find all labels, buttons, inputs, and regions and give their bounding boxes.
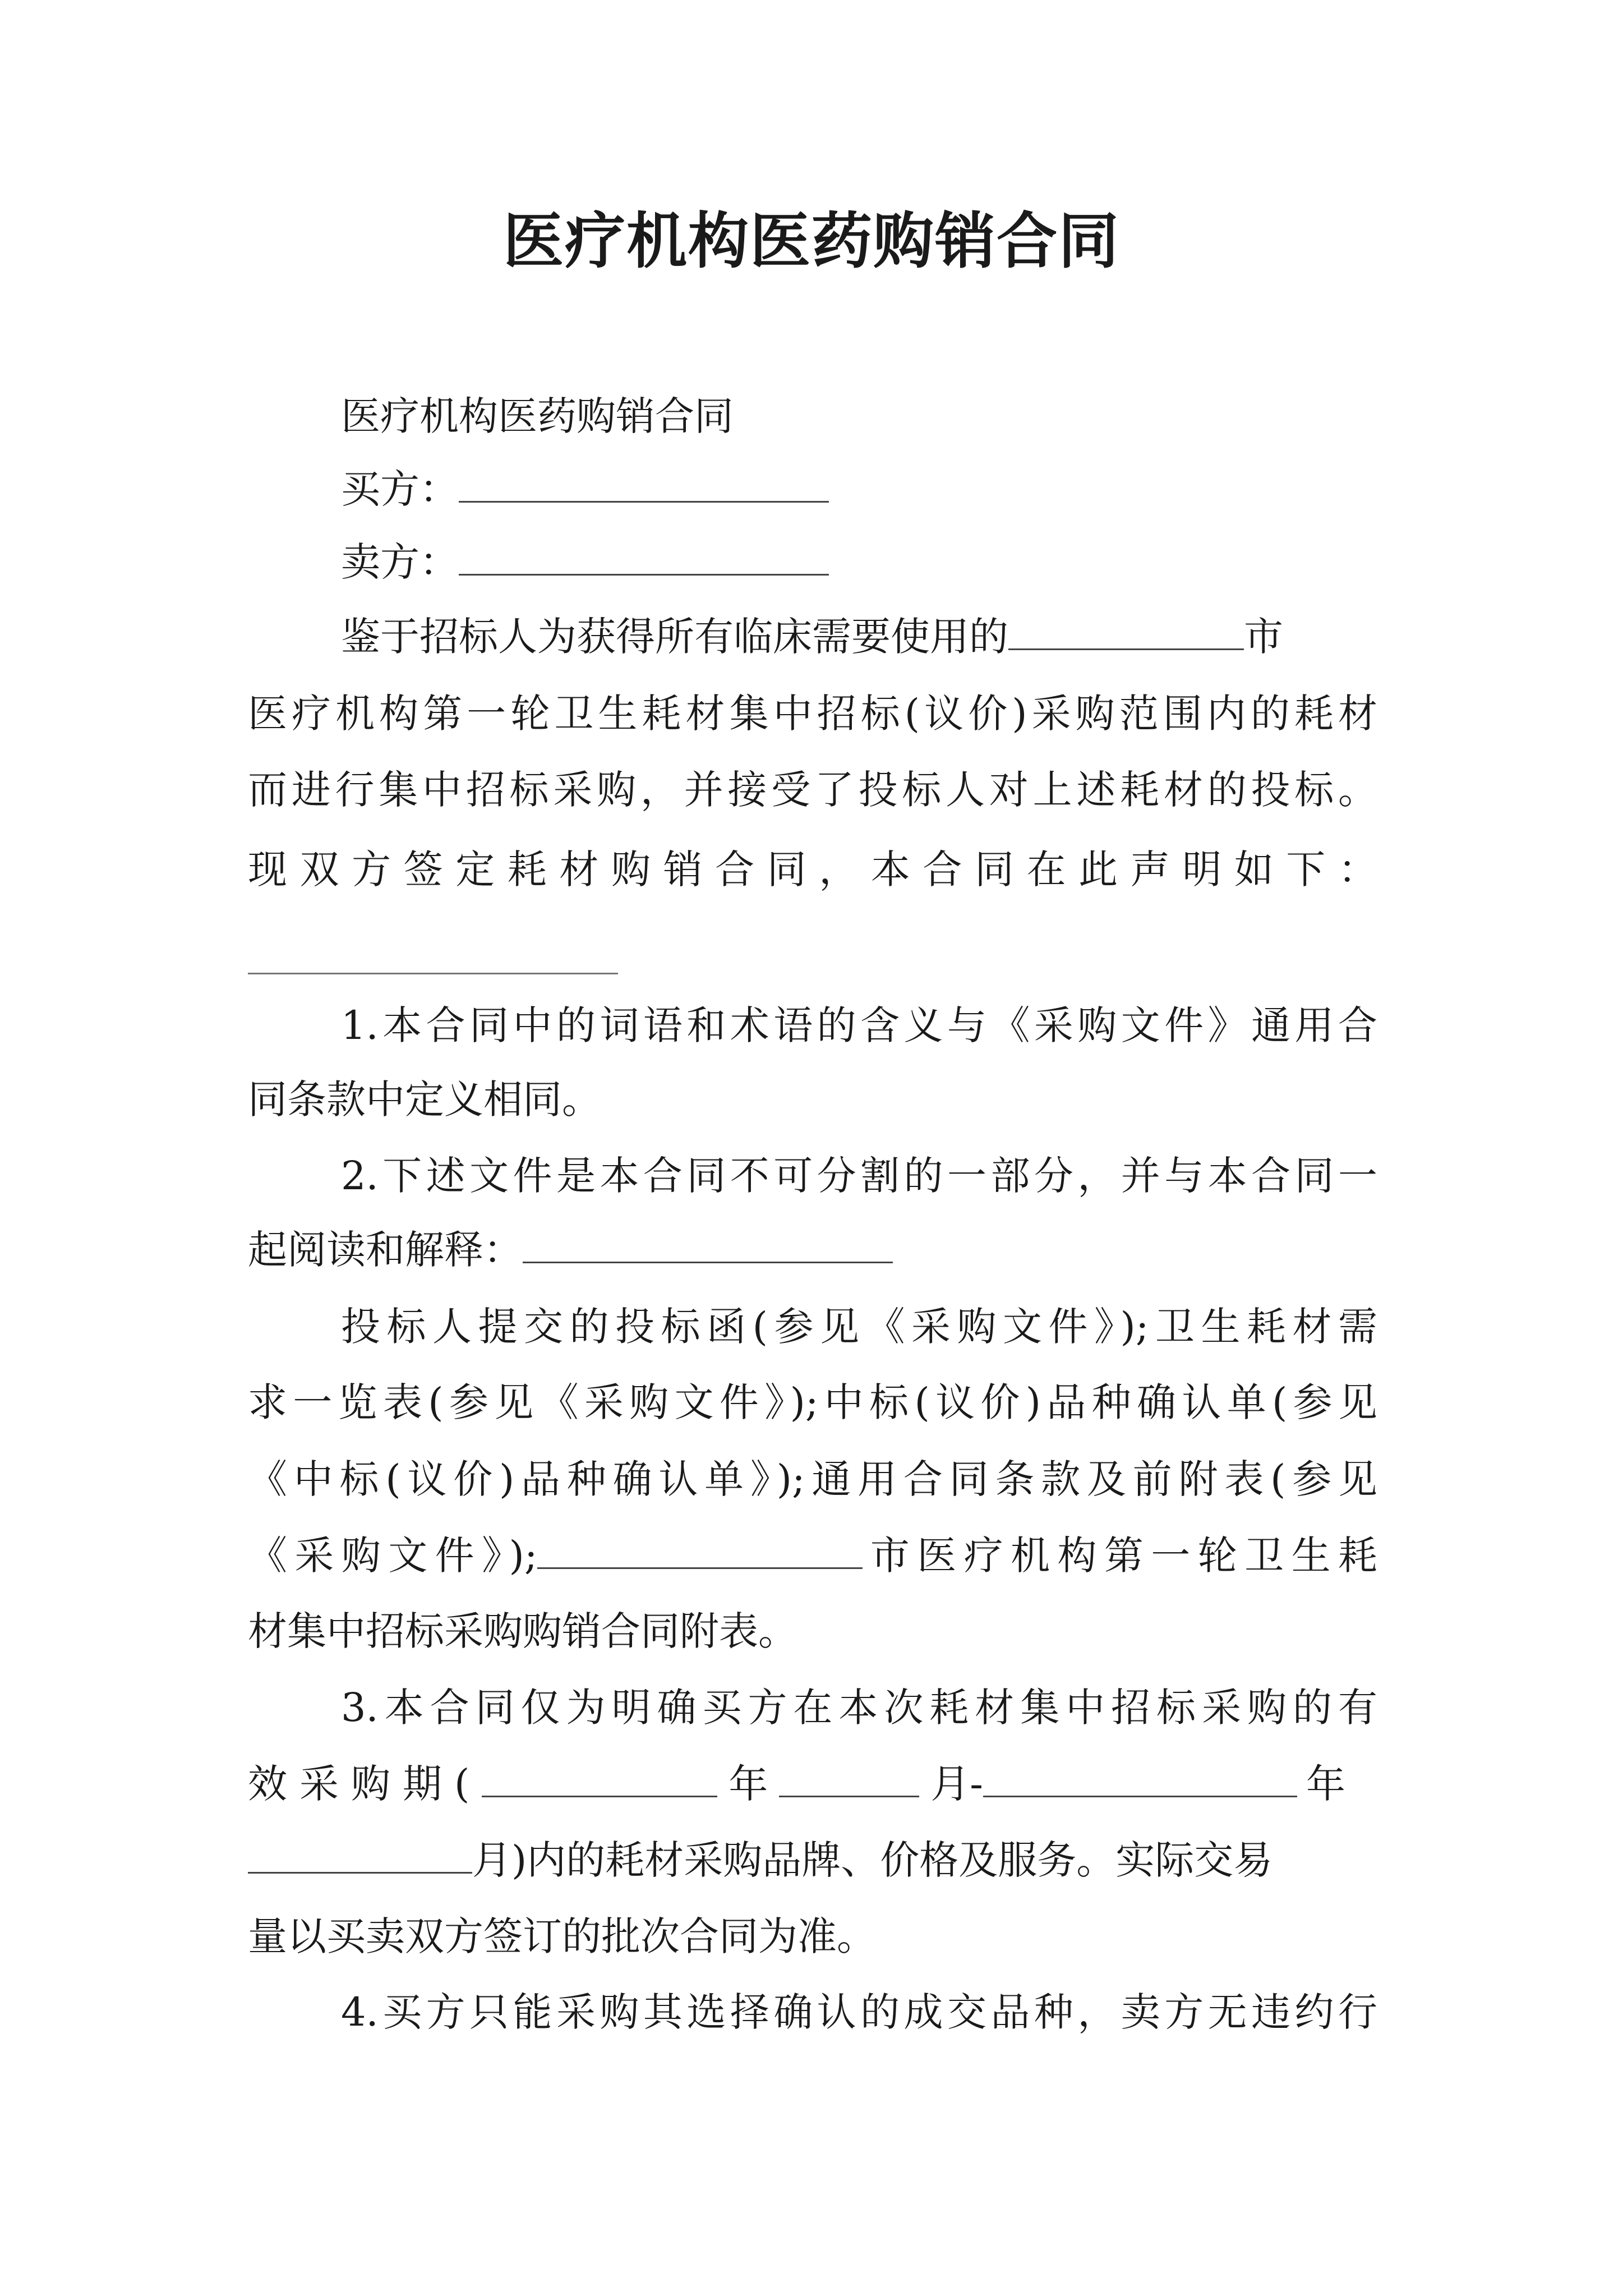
intro-line-4: 现双方签定耗材购销合同，本合同在此声明如下： — [248, 846, 1377, 892]
clause-3-text-2d: 年 — [1306, 1761, 1345, 1807]
clause-2-para-line-4 — [248, 1527, 1377, 1584]
buyer-line — [341, 461, 829, 517]
clause-2-para-line-3: 《中标(议价)品种确认单》);通用合同条款及前附表(参见 — [248, 1456, 1377, 1502]
clause-3-text-2b: 年 — [728, 1761, 768, 1807]
city-blank — [1008, 613, 1244, 650]
seller-blank — [459, 538, 829, 576]
document-title: 医疗机构医药购销合同 — [502, 206, 1120, 277]
documents-blank — [523, 1226, 893, 1263]
seller-label: 卖方： — [341, 539, 459, 585]
clause-2-text-2: 起阅读和解释： — [248, 1227, 523, 1273]
start-month-blank — [779, 1760, 919, 1797]
clause-3-line-1: 3.本合同仅为明确买方在本次耗材集中招标采购的有 — [341, 1685, 1377, 1731]
end-year-blank — [983, 1760, 1297, 1797]
start-year-blank — [482, 1760, 717, 1797]
clause-2-para-line-1: 投标人提交的投标函(参见《采购文件》);卫生耗材需 — [341, 1304, 1377, 1350]
buyer-label: 买方： — [341, 466, 459, 512]
separator-rule — [248, 973, 618, 974]
clause-3-text-3: 月)内的耗材采购品牌、价格及服务。实际交易 — [472, 1837, 1273, 1883]
buyer-blank — [459, 465, 829, 503]
clause-1-line-2: 同条款中定义相同。 — [248, 1076, 601, 1122]
clause-3-line-2 — [248, 1756, 1377, 1812]
clause-2-para-line-2: 求一览表(参见《采购文件》);中标(议价)品种确认单(参见 — [248, 1379, 1377, 1425]
clause-2-text-p4a: 《采购文件》); — [248, 1533, 538, 1579]
clause-2-para-line-5: 材集中招标采购购销合同附表。 — [248, 1608, 797, 1654]
clause-4-line-1: 4.买方只能采购其选择确认的成交品种，卖方无违约行 — [341, 1989, 1377, 2035]
clause-3-line-3 — [248, 1832, 1377, 1888]
city-blank-2 — [537, 1531, 863, 1569]
intro-line-2: 医疗机构第一轮卫生耗材集中招标(议价)采购范围内的耗材 — [248, 691, 1377, 737]
seller-line — [341, 534, 829, 590]
subtitle: 医疗机构医药购销合同 — [341, 393, 734, 439]
intro-text-1b: 市 — [1244, 614, 1283, 660]
clause-2-line-2 — [248, 1222, 1377, 1278]
intro-line-1 — [341, 609, 1377, 665]
clause-2-text-p4b: 市医疗机构第一轮卫生耗 — [863, 1533, 1377, 1579]
clause-3-text-2a: 效采购期( — [248, 1761, 482, 1807]
clause-3-line-4: 量以买卖双方签订的批次合同为准。 — [248, 1913, 876, 1959]
intro-line-3: 而进行集中招标采购，并接受了投标人对上述耗材的投标。 — [248, 767, 1377, 813]
intro-text-1a: 鉴于招标人为获得所有临床需要使用的 — [341, 614, 1008, 660]
end-month-blank — [248, 1836, 472, 1874]
clause-2-line-1: 2.下述文件是本合同不可分割的一部分，并与本合同一 — [341, 1153, 1377, 1199]
clause-1-line-1: 1.本合同中的词语和术语的含义与《采购文件》通用合 — [341, 1002, 1377, 1048]
clause-3-text-2c: 月- — [930, 1761, 983, 1807]
